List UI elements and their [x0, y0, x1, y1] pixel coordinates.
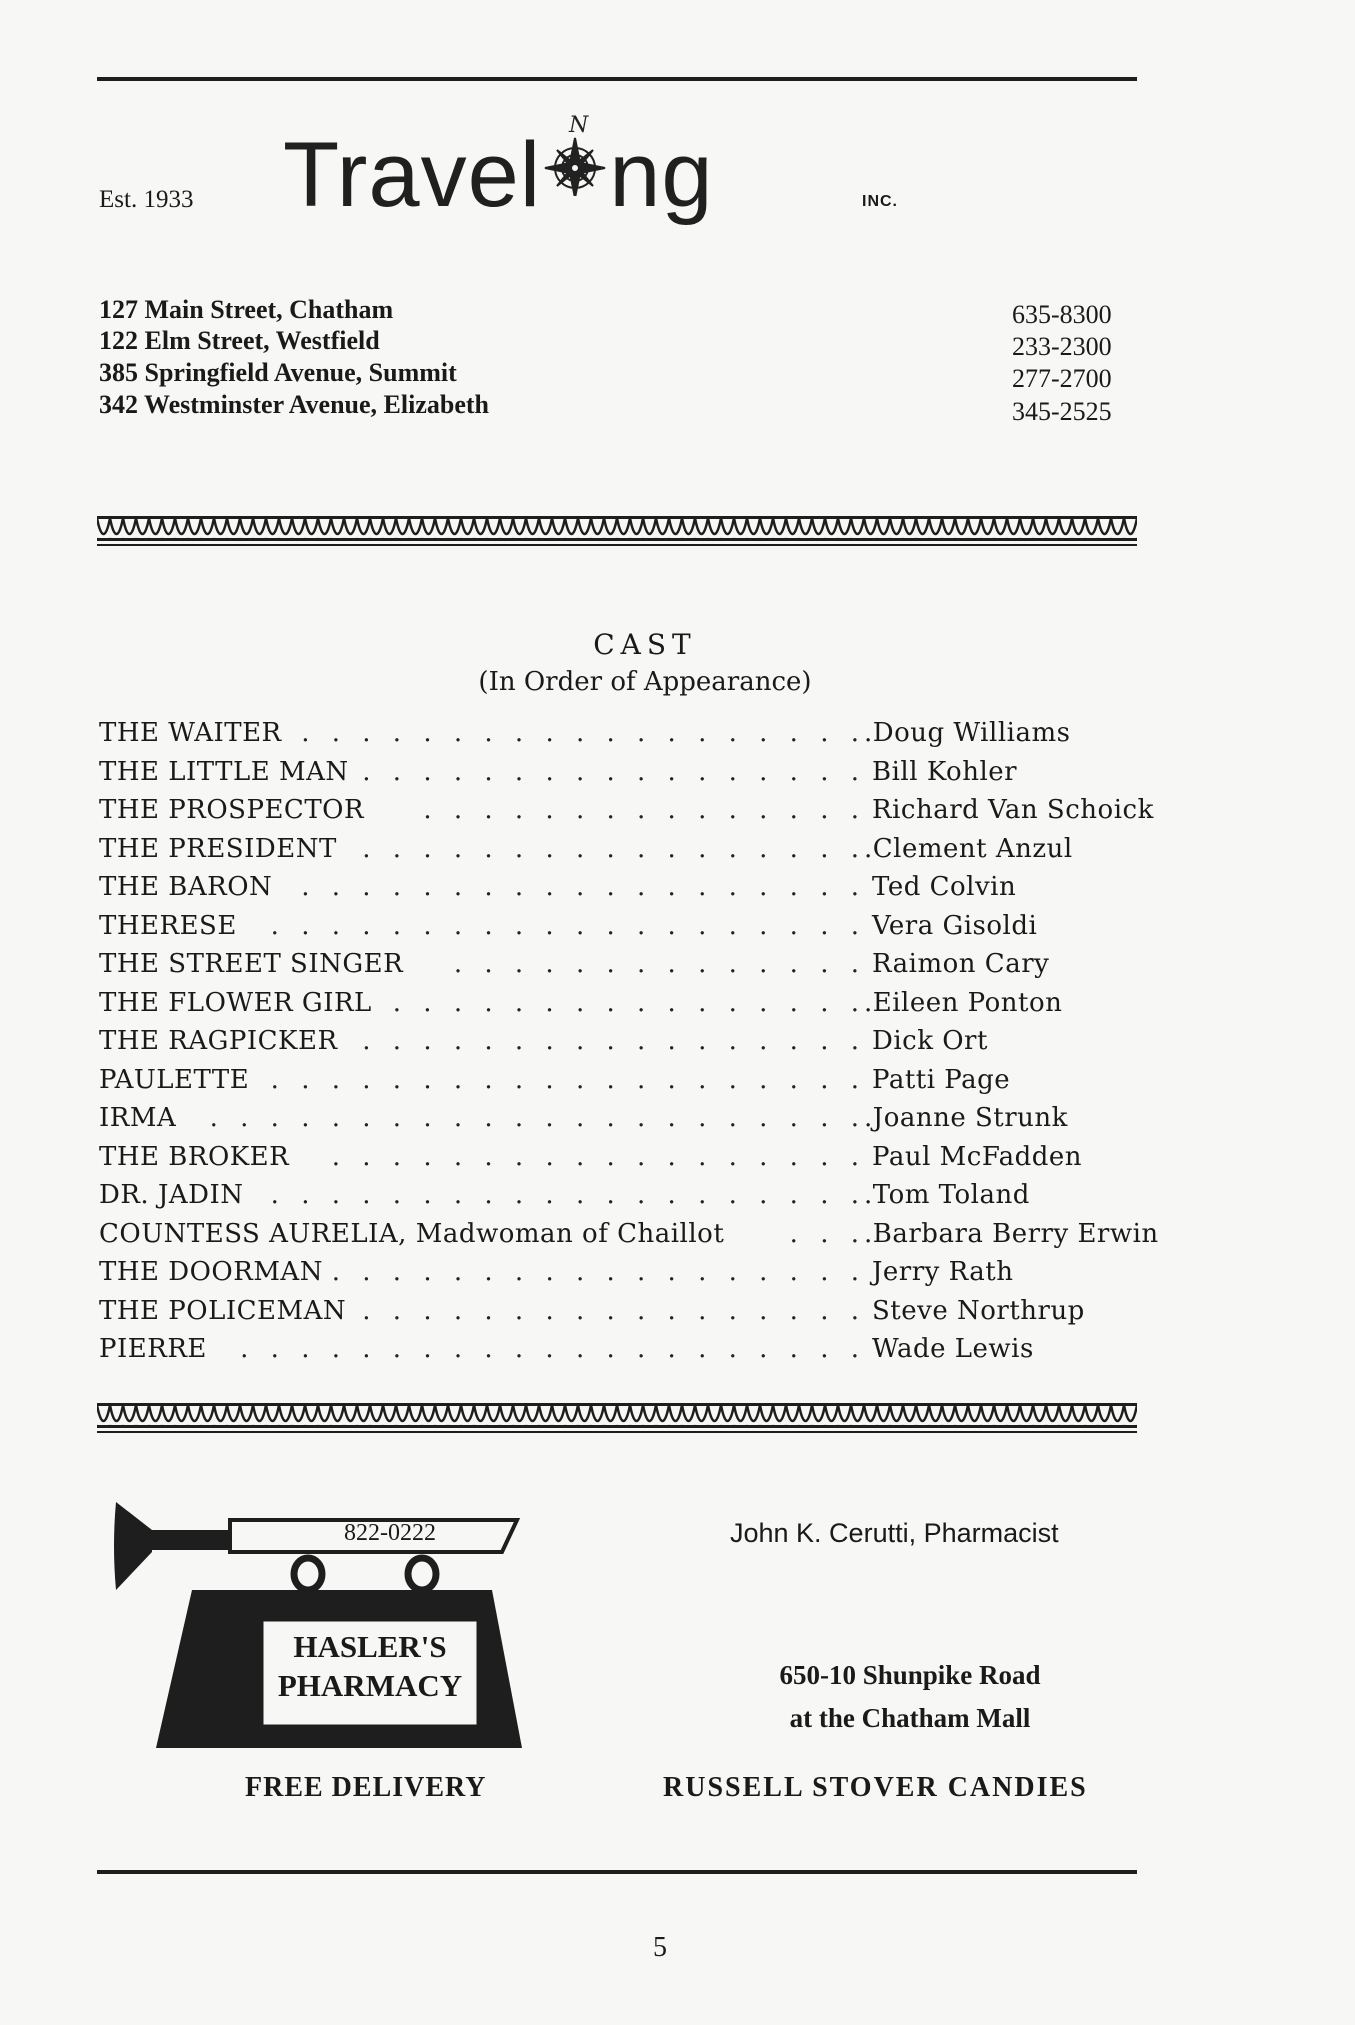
pharmacy-name-line1: HASLER'S — [293, 1629, 447, 1664]
cast-leader-dots: . . . . . . . . . . . . . . . . . . — [331, 1257, 866, 1287]
cast-leader-dots: . . . . . . . . . . . . . . . . . — [362, 757, 866, 787]
cast-role: THE BARON — [99, 872, 273, 902]
pharmacist-name: John K. Cerutti, Pharmacist — [730, 1518, 1059, 1548]
page-number: 5 — [653, 1932, 667, 1963]
cast-leader-dots: . . . . . . . . . . . . . . . — [423, 795, 866, 825]
pharmacy-phone: 822-0222 — [344, 1520, 436, 1546]
cast-leader-dots: . . . . . . . . . . . . . . . . . . . . — [270, 911, 866, 941]
cast-role: IRMA — [99, 1103, 177, 1133]
phone-number: 345-2525 — [1012, 397, 1112, 426]
cast-role: THE BROKER — [99, 1142, 290, 1172]
address-line: 385 Springfield Avenue, Summit — [99, 358, 457, 387]
established-year: Est. 1933 — [99, 186, 194, 213]
cast-actor: Raimon Cary — [872, 949, 1050, 979]
cast-actor: Jerry Rath — [872, 1257, 1014, 1287]
cast-role: THE LITTLE MAN — [99, 757, 349, 787]
cast-actor: .Eileen Ponton — [864, 988, 1063, 1018]
cast-leader-dots: . . . . . . . . . . . . . . . . . . . — [301, 718, 866, 748]
russell-stover-text: RUSSELL STOVER CANDIES — [663, 1772, 1088, 1803]
pharmacy-name-label — [262, 1628, 478, 1706]
pharmacy-address-line2: at the Chatham Mall — [789, 1703, 1031, 1733]
cast-actor: .Clement Anzul — [864, 834, 1073, 864]
travelong-logo — [283, 113, 714, 226]
cast-role: THE DOORMAN — [99, 1257, 323, 1287]
cast-leader-dots: . . . . . . . . . . . . . . — [453, 949, 866, 979]
compass-icon — [543, 113, 607, 206]
cast-role: PAULETTE — [99, 1065, 250, 1095]
cast-leader-dots: . . . . . . . . . . . . . . . . — [392, 988, 866, 1018]
cast-role: THE POLICEMAN — [99, 1296, 347, 1326]
cast-leader-dots: . . . . . . . . . . . . . . . . . . — [331, 1142, 866, 1172]
free-delivery-text: FREE DELIVERY — [245, 1772, 487, 1803]
cast-role: THE RAGPICKER — [99, 1026, 338, 1056]
cast-leader-dots: . . . . . . . . . . . . . . . . . — [362, 1026, 866, 1056]
address-line: 342 Westminster Avenue, Elizabeth — [99, 390, 489, 419]
cast-leader-dots: . . . . . . . . . . . . . . . . . . . . . . — [209, 1103, 866, 1133]
cast-actor: Richard Van Schoick — [872, 795, 1154, 825]
cast-actor: .Tom Toland — [864, 1180, 1030, 1210]
phone-number: 277-2700 — [1012, 364, 1112, 393]
cast-leader-dots: . . . . . . . . . . . . . . . . . . . — [301, 872, 866, 902]
horn-icon — [114, 1502, 152, 1590]
cast-actor: Ted Colvin — [872, 872, 1017, 902]
cast-actor: .Joanne Strunk — [864, 1103, 1068, 1133]
logo-text-right: ng — [609, 124, 714, 226]
pharmacy-address-line1: 650-10 Shunpike Road — [779, 1660, 1041, 1690]
top-rule — [97, 77, 1137, 81]
cast-leader-dots: . . . . . . . . . . . . . . . . . . . . — [270, 1180, 866, 1210]
cast-leader-dots: . . . . . . . . . . . . . . . . . — [362, 1296, 866, 1326]
phone-number: 233-2300 — [1012, 332, 1112, 361]
decorative-border-top — [97, 516, 1137, 548]
cast-actor: Bill Kohler — [872, 757, 1018, 787]
phone-number: 635-8300 — [1012, 300, 1112, 329]
cast-role: THE STREET SINGER — [99, 949, 404, 979]
cast-subtitle: (In Order of Appearance) — [478, 667, 812, 697]
cast-actor: .Doug Williams — [864, 718, 1071, 748]
inc-label: INC. — [862, 193, 898, 210]
compass-letter: N — [569, 113, 590, 138]
logo-text-left: Travel — [283, 124, 542, 226]
bottom-rule — [97, 1870, 1137, 1874]
cast-actor: .Barbara Berry Erwin — [864, 1219, 1159, 1249]
cast-role: DR. JADIN — [99, 1180, 244, 1210]
cast-leader-dots: . . . . . . . . . . . . . . . . . . . . — [270, 1065, 866, 1095]
cast-leader-dots: . . . — [789, 1219, 866, 1249]
cast-actor: Vera Gisoldi — [872, 911, 1038, 941]
address-line: 122 Elm Street, Westfield — [99, 326, 380, 355]
cast-role: PIERRE — [99, 1334, 207, 1364]
cast-role: THE PRESIDENT — [99, 834, 337, 864]
cast-role: THE PROSPECTOR — [99, 795, 365, 825]
pharmacy-name-line2: PHARMACY — [277, 1667, 463, 1703]
cast-actor: Dick Ort — [872, 1026, 988, 1056]
cast-actor: Paul McFadden — [872, 1142, 1083, 1172]
cast-actor: Patti Page — [872, 1065, 1011, 1095]
cast-leader-dots: . . . . . . . . . . . . . . . . . . . . . — [240, 1334, 866, 1364]
cast-role: THERESE — [99, 911, 237, 941]
address-line: 127 Main Street, Chatham — [99, 295, 394, 324]
cast-role: THE FLOWER GIRL — [99, 988, 372, 1018]
cast-actor: Wade Lewis — [872, 1334, 1034, 1364]
cast-actor: Steve Northrup — [872, 1296, 1085, 1326]
decorative-border-bottom — [97, 1403, 1137, 1435]
cast-role: THE WAITER — [99, 718, 282, 748]
cast-leader-dots: . . . . . . . . . . . . . . . . . — [362, 834, 866, 864]
cast-role: COUNTESS AURELIA, Madwoman of Chaillot — [99, 1219, 725, 1249]
cast-title: CAST — [593, 628, 697, 661]
